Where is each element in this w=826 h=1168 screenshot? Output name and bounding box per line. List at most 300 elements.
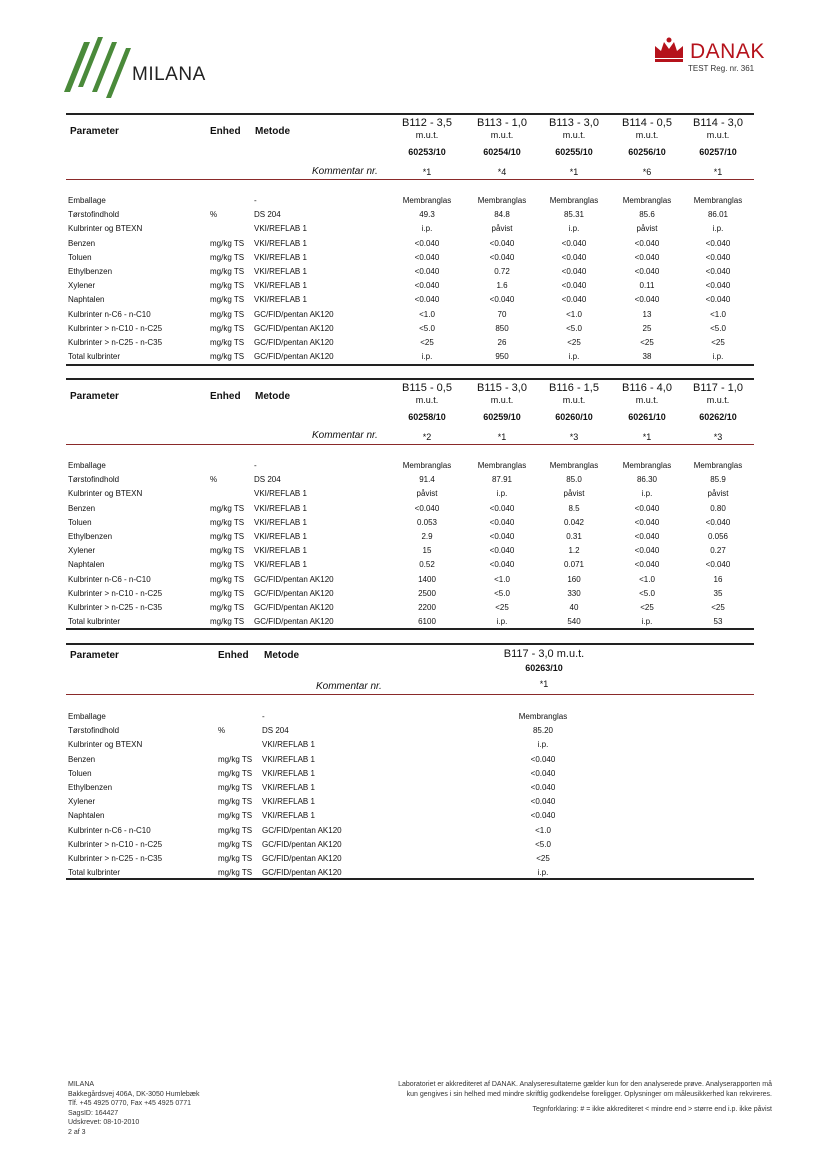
value-cell: 26 [497,338,507,347]
value-cell: <25 [420,338,434,347]
method-cell: VKI/REFLAB 1 [254,281,307,291]
table-row [68,279,758,293]
value-cell: 950 [495,352,509,362]
method-cell: GC/FID/pentan AK120 [254,588,334,598]
value-cell: <0.040 [489,560,515,570]
value-cell: <5.0 [566,323,582,333]
value-cell: i.p. [641,617,653,627]
value-cell: i.p. [537,868,549,878]
parameter-cell: Kulbrinter og BTEXN [68,224,143,234]
table-row [68,738,758,752]
method-cell: VKI/REFLAB 1 [262,783,315,792]
sample-id: 60256/10 [628,147,666,157]
method-cell: VKI/REFLAB 1 [254,546,307,556]
unit-cell: mg/kg TS [210,338,245,347]
value-cell: 0.053 [416,517,438,527]
value-cell: <5.0 [494,588,510,598]
sample-comment: *1 [713,167,723,177]
value-cell: <0.040 [705,281,731,291]
value-cell: 40 [569,603,579,612]
sample-name: B116 - 4,0 [622,382,672,394]
unit-cell: mg/kg TS [218,854,253,863]
value-cell: 13 [642,309,652,319]
sample-header [467,117,537,178]
parameter-cell: Tørstofindhold [68,475,120,485]
sample-id: 60258/10 [408,412,446,422]
value-cell: 850 [495,323,509,333]
value-cell: 86.30 [636,475,658,485]
value-cell: <0.040 [705,560,731,570]
value-cell: 16 [713,574,723,584]
unit-cell: mg/kg TS [210,503,245,513]
footer-line: SagsID: 164427 [68,1109,119,1117]
parameter-header: Parameter [70,126,119,137]
parameter-cell: Total kulbrinter [68,617,121,627]
method-cell: GC/FID/pentan AK120 [254,309,334,319]
value-cell: i.p. [496,489,508,499]
sample-id: 60254/10 [483,147,521,157]
table-row [68,487,758,501]
unit-cell: mg/kg TS [210,574,245,584]
value-cell: <1.0 [535,825,551,835]
sample-header [683,382,753,443]
sample-sub: m.u.t. [415,130,439,140]
parameter-cell: Kulbrinter > n-C10 - n-C25 [68,839,163,849]
value-cell: Membranglas [622,461,672,470]
sample-header [469,648,619,690]
footer-line: MILANA [68,1081,95,1088]
sample-comment: *4 [497,167,507,177]
table-row [68,251,758,265]
unit-cell: mg/kg TS [218,868,253,878]
sample-id: 60259/10 [483,412,521,422]
value-cell: 330 [567,588,581,598]
parameter-cell: Kulbrinter > n-C25 - n-C35 [68,338,163,347]
value-cell: 0.72 [494,267,510,276]
unit-cell: mg/kg TS [218,768,253,778]
table-row [68,573,758,587]
sample-header [392,117,462,178]
sample-name: B115 - 0,5 [402,382,452,394]
sample-id: 60253/10 [408,147,446,157]
value-cell: 0.80 [710,503,726,513]
sample-header [539,117,609,178]
value-cell: <5.0 [535,839,551,849]
value-cell: <25 [495,603,509,612]
value-cell: i.p. [712,224,724,234]
value-cell: <0.040 [530,811,556,821]
table-row [68,824,758,838]
value-cell: <1.0 [419,309,435,319]
sample-header [539,382,609,443]
unit-cell: mg/kg TS [218,811,253,821]
table-row [68,852,758,866]
table-row [68,724,758,738]
parameter-cell: Kulbrinter > n-C10 - n-C25 [68,323,163,333]
method-cell: VKI/REFLAB 1 [254,489,307,499]
value-cell: Membranglas [693,461,743,470]
value-cell: <1.0 [639,574,655,584]
value-cell: Membranglas [549,461,599,470]
unit-cell: mg/kg TS [210,309,245,319]
parameter-cell: Naphtalen [68,811,105,821]
unit-cell: mg/kg TS [210,588,245,598]
value-cell: Membranglas [402,196,452,205]
parameter-cell: Kulbrinter og BTEXN [68,489,143,499]
value-cell: 91.4 [419,475,435,485]
value-cell: <1.0 [710,309,726,319]
value-cell: i.p. [421,352,433,362]
table-row [68,308,758,322]
value-cell: 49.3 [419,210,435,220]
parameter-cell: Kulbrinter n-C6 - n-C10 [68,309,151,319]
value-cell: <0.040 [634,517,660,527]
table-row [68,795,758,809]
unit-cell: mg/kg TS [218,783,253,792]
footer-line: Udskrevet: 08-10-2010 [68,1119,140,1126]
value-cell: <0.040 [634,546,660,556]
method-cell: DS 204 [254,210,281,220]
parameter-cell: Toluen [68,517,92,527]
sample-name: B116 - 1,5 [549,382,599,394]
parameter-cell: Naphtalen [68,560,105,570]
method-cell: VKI/REFLAB 1 [254,238,307,248]
method-cell: VKI/REFLAB 1 [262,811,315,821]
parameter-cell: Kulbrinter > n-C10 - n-C25 [68,588,163,598]
table-2-top-rule [66,378,754,380]
unit-cell: mg/kg TS [210,352,245,362]
sample-header [612,382,682,443]
value-cell: i.p. [712,352,724,362]
unit-cell: mg/kg TS [210,532,245,541]
footer-address [68,1080,200,1137]
value-cell: <5.0 [639,588,655,598]
value-cell: <0.040 [414,238,440,248]
method-cell: GC/FID/pentan AK120 [254,574,334,584]
value-cell: 85.0 [566,475,582,485]
value-cell: påvist [636,224,658,234]
method-cell: - [254,461,257,470]
danak-name: DANAK [690,40,765,63]
table-row [68,194,758,208]
method-cell: VKI/REFLAB 1 [262,754,315,764]
sample-name: B113 - 3,0 [549,117,599,129]
value-cell: 25 [642,323,652,333]
value-cell: <5.0 [419,323,435,333]
parameter-cell: Kulbrinter n-C6 - n-C10 [68,574,151,584]
method-header: Metode [264,650,299,661]
value-cell: <0.040 [634,295,660,305]
table-row [68,237,758,251]
table-3-top-rule [66,643,754,645]
sample-comment: *1 [642,432,652,442]
parameter-cell: Toluen [68,252,92,262]
table-1-bottom-rule [66,364,754,366]
table-row [68,530,758,544]
value-cell: <0.040 [561,295,587,305]
value-cell: påvist [491,224,513,234]
table-row [68,473,758,487]
comment-label: Kommentar nr. [312,430,378,441]
sample-id: 60262/10 [699,412,737,422]
value-cell: <0.040 [705,295,731,305]
sample-id: 60260/10 [555,412,593,422]
parameter-header: Parameter [70,391,119,402]
sample-header [612,117,682,178]
value-cell: <1.0 [494,574,510,584]
sample-comment: *2 [422,432,432,442]
unit-cell: % [218,726,226,736]
value-cell: <0.040 [489,546,515,556]
value-cell: <0.040 [489,503,515,513]
value-cell: <25 [536,854,550,863]
value-cell: <25 [711,603,725,612]
footer-line: Laboratoriet er akkrediteret af DANAK. Analyseresultaterne gælder kun for den analyserede prøve. Analyserapporten må [398,1081,772,1088]
value-cell: <0.040 [489,238,515,248]
value-cell: 84.8 [494,210,510,220]
value-cell: <0.040 [530,754,556,764]
value-cell: <0.040 [561,238,587,248]
parameter-header: Parameter [70,650,119,661]
value-cell: 38 [642,352,652,362]
value-cell: <0.040 [634,560,660,570]
value-cell: <0.040 [561,252,587,262]
parameter-cell: Xylener [68,281,96,291]
value-cell: 85.9 [710,475,726,485]
value-cell: Membranglas [518,712,568,721]
footer-legend: Tegnforklaring: # = ikke akkrediteret < mindre end > større end i.p. ikke påvist [532,1106,772,1113]
table-row [68,502,758,516]
value-cell: Membranglas [402,461,452,470]
parameter-cell: Tørstofindhold [68,726,120,736]
unit-cell: % [210,210,218,220]
parameter-cell: Benzen [68,503,96,513]
parameter-cell: Benzen [68,238,96,248]
parameter-cell: Ethylbenzen [68,532,113,541]
value-cell: 8.5 [568,503,580,513]
method-cell: GC/FID/pentan AK120 [262,825,342,835]
value-cell: i.p. [496,617,508,627]
value-cell: <25 [640,603,654,612]
unit-cell: mg/kg TS [210,517,245,527]
method-cell: GC/FID/pentan AK120 [254,338,334,347]
unit-cell: mg/kg TS [210,603,245,612]
sample-name: B115 - 3,0 [477,382,527,394]
table-3-bottom-rule [66,878,754,880]
value-cell: <0.040 [489,252,515,262]
method-header: Metode [255,126,290,137]
table-row [68,208,758,222]
value-cell: 85.20 [532,726,554,736]
value-cell: 0.31 [566,532,582,541]
parameter-cell: Tørstofindhold [68,210,120,220]
value-cell: <0.040 [414,267,440,276]
comment-label: Kommentar nr. [316,681,382,692]
unit-cell: mg/kg TS [210,238,245,248]
sample-name: B114 - 3,0 [693,117,743,129]
unit-cell: mg/kg TS [210,281,245,291]
table-row [68,710,758,724]
crown-icon [652,36,686,64]
table-row [68,838,758,852]
unit-cell: mg/kg TS [210,252,245,262]
table-3-header-rule [66,694,754,695]
unit-header: Enhed [210,126,241,137]
parameter-cell: Kulbrinter n-C6 - n-C10 [68,825,151,835]
sample-comment: *3 [569,432,579,442]
brand-name: MILANA [132,64,206,85]
value-cell: 2500 [418,588,436,598]
sample-sub: m.u.t. [706,130,730,140]
sample-sub: m.u.t. [490,395,514,405]
sample-name: B117 - 1,0 [693,382,743,394]
unit-cell: mg/kg TS [210,546,245,556]
parameter-cell: Naphtalen [68,295,105,305]
value-cell: <0.040 [561,281,587,291]
sample-comment: *3 [713,432,723,442]
sample-header [467,382,537,443]
value-cell: <0.040 [705,252,731,262]
unit-header: Enhed [210,391,241,402]
value-cell: 1.2 [568,546,580,556]
value-cell: <0.040 [530,797,556,807]
value-cell: Membranglas [549,196,599,205]
table-row [68,336,758,350]
value-cell: 70 [497,309,507,319]
sample-name: B113 - 1,0 [477,117,527,129]
value-cell: Membranglas [693,196,743,205]
parameter-cell: Ethylbenzen [68,267,113,276]
value-cell: i.p. [641,489,653,499]
table-row [68,587,758,601]
value-cell: <0.040 [634,503,660,513]
value-cell: i.p. [568,352,580,362]
sample-id: 60263/10 [525,663,563,673]
method-header: Metode [255,391,290,402]
parameter-cell: Toluen [68,768,92,778]
value-cell: <0.040 [414,281,440,291]
sample-id: 60255/10 [555,147,593,157]
method-cell: VKI/REFLAB 1 [254,503,307,513]
value-cell: <0.040 [634,532,660,541]
sample-comment: *1 [497,432,507,442]
method-cell: GC/FID/pentan AK120 [262,839,342,849]
value-cell: 0.52 [419,560,435,570]
footer-line: 2 af 3 [68,1128,86,1136]
unit-cell: mg/kg TS [218,797,253,807]
table-row [68,222,758,236]
parameter-cell: Xylener [68,546,96,556]
table-row [68,601,758,615]
parameter-cell: Kulbrinter > n-C25 - n-C35 [68,603,163,612]
value-cell: påvist [563,489,585,499]
value-cell: påvist [416,489,438,499]
sample-comment: *1 [569,167,579,177]
value-cell: 86.01 [707,210,729,220]
value-cell: <0.040 [634,238,660,248]
value-cell: <0.040 [530,783,556,792]
method-cell: GC/FID/pentan AK120 [262,868,342,878]
value-cell: <5.0 [710,323,726,333]
value-cell: 1.6 [496,281,508,291]
parameter-cell: Emballage [68,712,106,721]
sample-comment: *1 [422,167,432,177]
value-cell: 2200 [418,603,436,612]
value-cell: <1.0 [566,309,582,319]
unit-cell: mg/kg TS [210,267,245,276]
sample-name: B112 - 3,5 [402,117,452,129]
value-cell: 1400 [418,574,436,584]
value-cell: <0.040 [489,517,515,527]
footer-disclaimer [300,1080,772,1115]
value-cell: <0.040 [530,768,556,778]
value-cell: 53 [713,617,723,627]
unit-cell: mg/kg TS [218,839,253,849]
table-row [68,265,758,279]
parameter-cell: Kulbrinter og BTEXN [68,740,143,750]
method-cell: VKI/REFLAB 1 [254,532,307,541]
table-row [68,781,758,795]
value-cell: <0.040 [705,238,731,248]
unit-cell: mg/kg TS [210,617,245,627]
sample-id: 60257/10 [699,147,737,157]
table-row [68,350,758,364]
value-cell: 0.071 [563,560,585,570]
sample-sub: m.u.t. [562,130,586,140]
sample-name: B117 - 3,0 m.u.t. [503,648,585,660]
table-row [68,459,758,473]
table-row [68,544,758,558]
value-cell: 0.27 [710,546,726,556]
unit-header: Enhed [218,650,249,661]
parameter-cell: Kulbrinter > n-C25 - n-C35 [68,854,163,863]
sample-sub: m.u.t. [415,395,439,405]
parameter-cell: Emballage [68,196,106,205]
value-cell: <0.040 [634,252,660,262]
value-cell: <25 [640,338,654,347]
method-cell: - [254,196,257,205]
method-cell: - [262,712,265,721]
method-cell: VKI/REFLAB 1 [254,295,307,305]
value-cell: <0.040 [705,517,731,527]
sample-comment: *1 [539,679,549,689]
sample-id: 60261/10 [628,412,666,422]
value-cell: 6100 [418,617,436,627]
sample-sub: m.u.t. [635,395,659,405]
unit-cell: mg/kg TS [210,295,245,305]
sample-comment: *6 [642,167,652,177]
value-cell: i.p. [568,224,580,234]
value-cell: påvist [707,489,729,499]
sample-sub: m.u.t. [490,130,514,140]
sample-sub: m.u.t. [562,395,586,405]
method-cell: VKI/REFLAB 1 [254,517,307,527]
method-cell: GC/FID/pentan AK120 [254,617,334,627]
table-row [68,558,758,572]
method-cell: VKI/REFLAB 1 [254,560,307,570]
value-cell: 0.042 [563,517,585,527]
table-2-bottom-rule [66,628,754,630]
value-cell: <0.040 [561,267,587,276]
method-cell: VKI/REFLAB 1 [254,267,307,276]
unit-cell: mg/kg TS [218,754,253,764]
value-cell: 0.11 [639,281,655,291]
table-row [68,293,758,307]
parameter-cell: Total kulbrinter [68,868,121,878]
value-cell: 160 [567,574,581,584]
method-cell: VKI/REFLAB 1 [262,768,315,778]
method-cell: DS 204 [262,726,289,736]
